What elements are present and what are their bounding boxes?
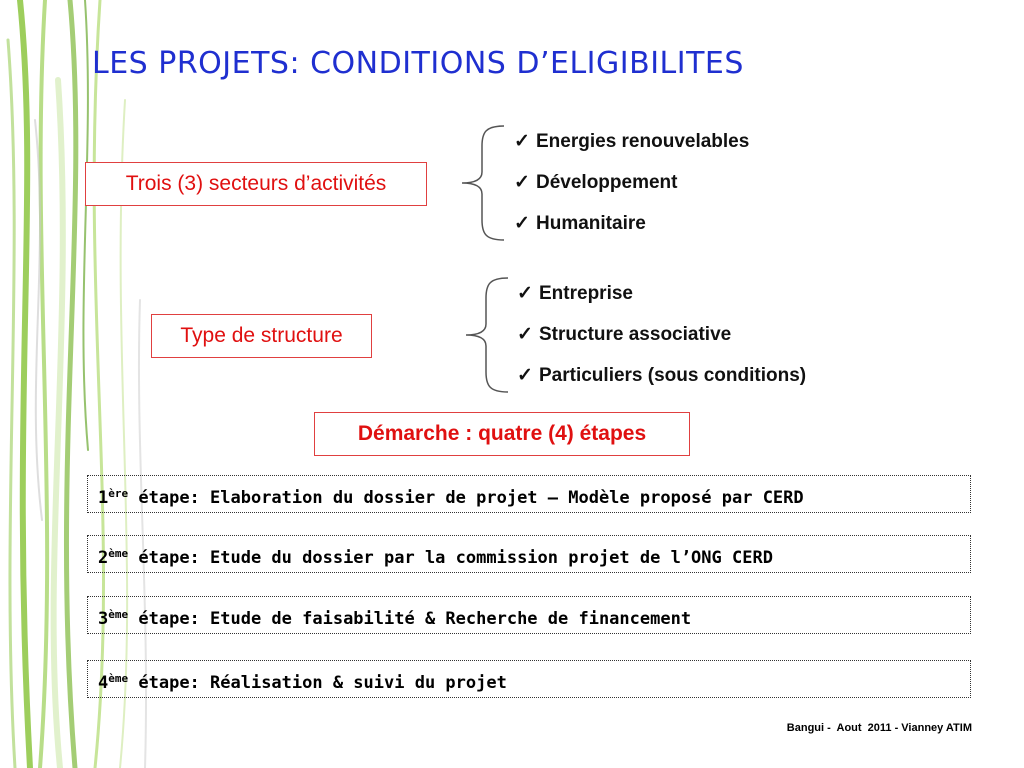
list-item bbox=[514, 130, 749, 171]
step-ordinal-suffix: ère bbox=[108, 487, 129, 500]
checkmark-icon: ✓ bbox=[514, 131, 530, 152]
step-number: 3 bbox=[98, 609, 109, 629]
step-text: étape: Réalisation & suivi du projet bbox=[138, 673, 507, 693]
structure-brace bbox=[462, 276, 510, 394]
sectors-list bbox=[514, 130, 749, 253]
list-item-label: Humanitaire bbox=[536, 213, 646, 234]
list-item bbox=[514, 171, 749, 212]
list-item bbox=[514, 212, 749, 253]
step-ordinal-suffix: ème bbox=[108, 608, 129, 621]
slide-footer: Bangui - Aout 2011 - Vianney ATIM bbox=[786, 722, 972, 734]
list-item bbox=[517, 282, 806, 323]
step-box-2 bbox=[87, 535, 971, 573]
step-ordinal-suffix: ème bbox=[108, 547, 129, 560]
sectors-label-box: Trois (3) secteurs d’activités bbox=[85, 162, 427, 206]
checkmark-icon: ✓ bbox=[517, 283, 533, 304]
step-text: étape: Elaboration du dossier de projet – Modèle proposé par CERD bbox=[138, 488, 804, 508]
list-item-label: Particuliers (sous conditions) bbox=[539, 365, 807, 386]
sectors-brace bbox=[458, 124, 506, 242]
step-number: 1 bbox=[98, 488, 109, 508]
structure-label-box: Type de structure bbox=[151, 314, 372, 358]
step-number: 4 bbox=[98, 673, 109, 693]
process-label-box: Démarche : quatre (4) étapes bbox=[314, 412, 690, 456]
step-box-4 bbox=[87, 660, 971, 698]
checkmark-icon: ✓ bbox=[514, 172, 530, 193]
checkmark-icon: ✓ bbox=[517, 365, 533, 386]
list-item-label: Structure associative bbox=[539, 324, 732, 345]
list-item-label: Développement bbox=[536, 172, 678, 193]
list-item-label: Energies renouvelables bbox=[536, 131, 750, 152]
step-ordinal-suffix: ème bbox=[108, 672, 129, 685]
structure-list bbox=[517, 282, 806, 405]
checkmark-icon: ✓ bbox=[514, 213, 530, 234]
list-item bbox=[517, 364, 806, 405]
grass-stems-decoration bbox=[0, 0, 170, 768]
list-item bbox=[517, 323, 806, 364]
step-number: 2 bbox=[98, 548, 109, 568]
step-box-1 bbox=[87, 475, 971, 513]
slide-title: LES PROJETS: CONDITIONS D’ELIGIBILITES bbox=[92, 46, 744, 81]
step-text: étape: Etude du dossier par la commission projet de l’ONG CERD bbox=[138, 548, 773, 568]
step-box-3 bbox=[87, 596, 971, 634]
list-item-label: Entreprise bbox=[539, 283, 633, 304]
step-text: étape: Etude de faisabilité & Recherche de financement bbox=[138, 609, 692, 629]
checkmark-icon: ✓ bbox=[517, 324, 533, 345]
